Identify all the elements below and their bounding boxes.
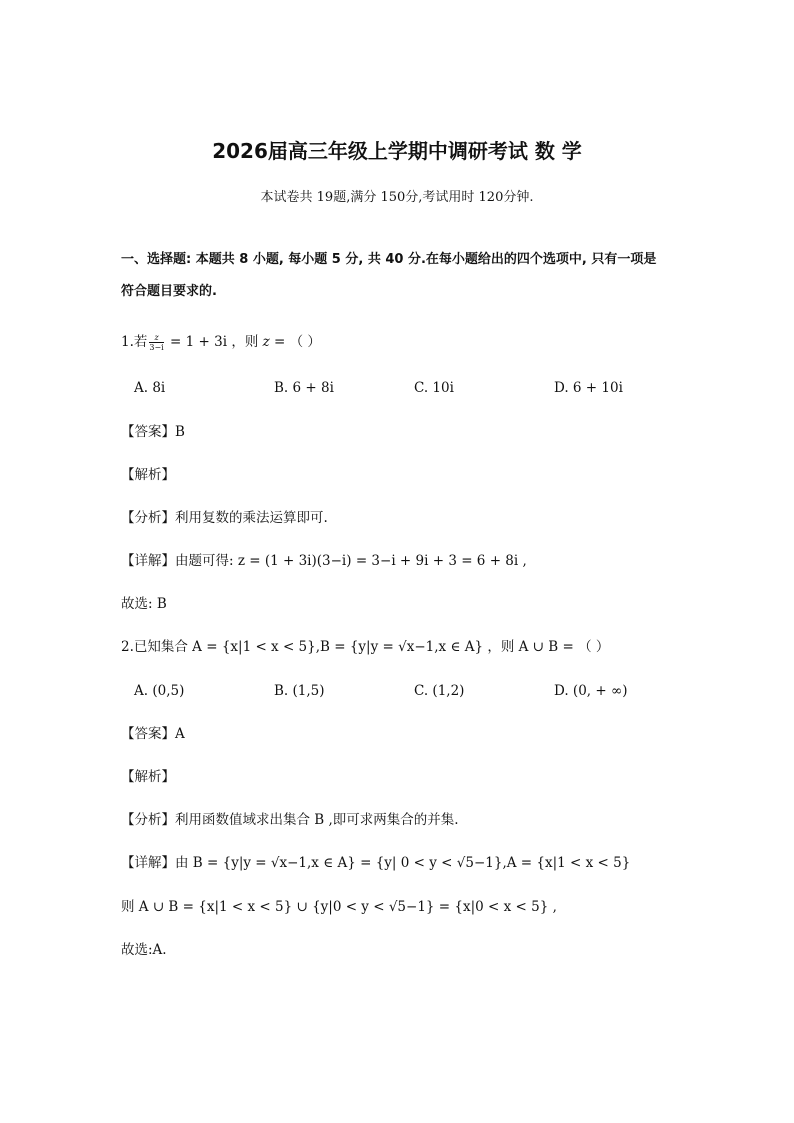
question-1-expression: = 1 + 3i ，则: [165, 334, 263, 350]
question-1-option-a: A. 8i: [134, 380, 166, 396]
question-1-detail: 【详解】由题可得: z = (1 + 3i)(3−i) = 3−i + 9i + 3 = 6 + 8i ,: [121, 553, 527, 569]
fraction-numerator: z: [149, 333, 163, 343]
question-1-stem: [121, 332, 321, 352]
question-1-option-d: D. 6 + 10i: [554, 380, 623, 396]
section-heading-line-1: 一、选择题: 本题共 8 小题, 每小题 5 分, 共 40 分.在每小题给出的四个选项中, 只有一项是: [121, 252, 657, 267]
question-1-option-b: B. 6 + 8i: [274, 380, 334, 396]
question-2-option-a: A. (0,5): [134, 683, 185, 699]
question-1-option-c: C. 10i: [414, 380, 454, 396]
page-title: 2026届高三年级上学期中调研考试 数 学: [212, 139, 582, 163]
question-2-analysis: 【分析】利用函数值域求出集合 B ,即可求两集合的并集.: [121, 812, 459, 828]
question-2-option-c: C. (1,2): [414, 683, 465, 699]
question-2-detail: 【详解】由 B = {y|y = √x−1,x ∈ A} = {y| 0 < y < √5−1},A = {x|1 < x < 5}: [121, 855, 631, 871]
question-1-suffix: = （ ）: [269, 334, 321, 350]
question-1-analysis: 【分析】利用复数的乘法运算即可.: [121, 510, 328, 526]
question-2-stem: 2.已知集合 A = {x|1 < x < 5},B = {y|y = √x−1,x ∈ A} ，则 A ∪ B = （ ）: [121, 639, 610, 655]
question-2-option-b: B. (1,5): [274, 683, 325, 699]
question-2-detail-2: 则 A ∪ B = {x|1 < x < 5} ∪ {y|0 < y < √5−1} = {x|0 < x < 5} ,: [121, 899, 557, 915]
question-1-variable: z: [262, 334, 270, 350]
section-heading-line-2: 符合题目要求的.: [121, 284, 217, 299]
question-1-analysis-heading: 【解析】: [121, 467, 175, 483]
question-2-conclusion: 故选:A.: [121, 942, 167, 958]
question-1-fraction: [149, 333, 163, 352]
question-2-analysis-heading: 【解析】: [121, 769, 175, 785]
question-1-prefix: 1.若: [121, 334, 148, 350]
question-2-option-d: D. (0, + ∞): [554, 683, 628, 699]
exam-instructions: 本试卷共 19题,满分 150分,考试用时 120分钟.: [260, 190, 534, 205]
fraction-denominator: 3−i: [149, 343, 164, 352]
question-1-answer: 【答案】B: [121, 424, 185, 440]
question-2-answer: 【答案】A: [121, 726, 185, 742]
question-1-conclusion: 故选: B: [121, 596, 167, 612]
